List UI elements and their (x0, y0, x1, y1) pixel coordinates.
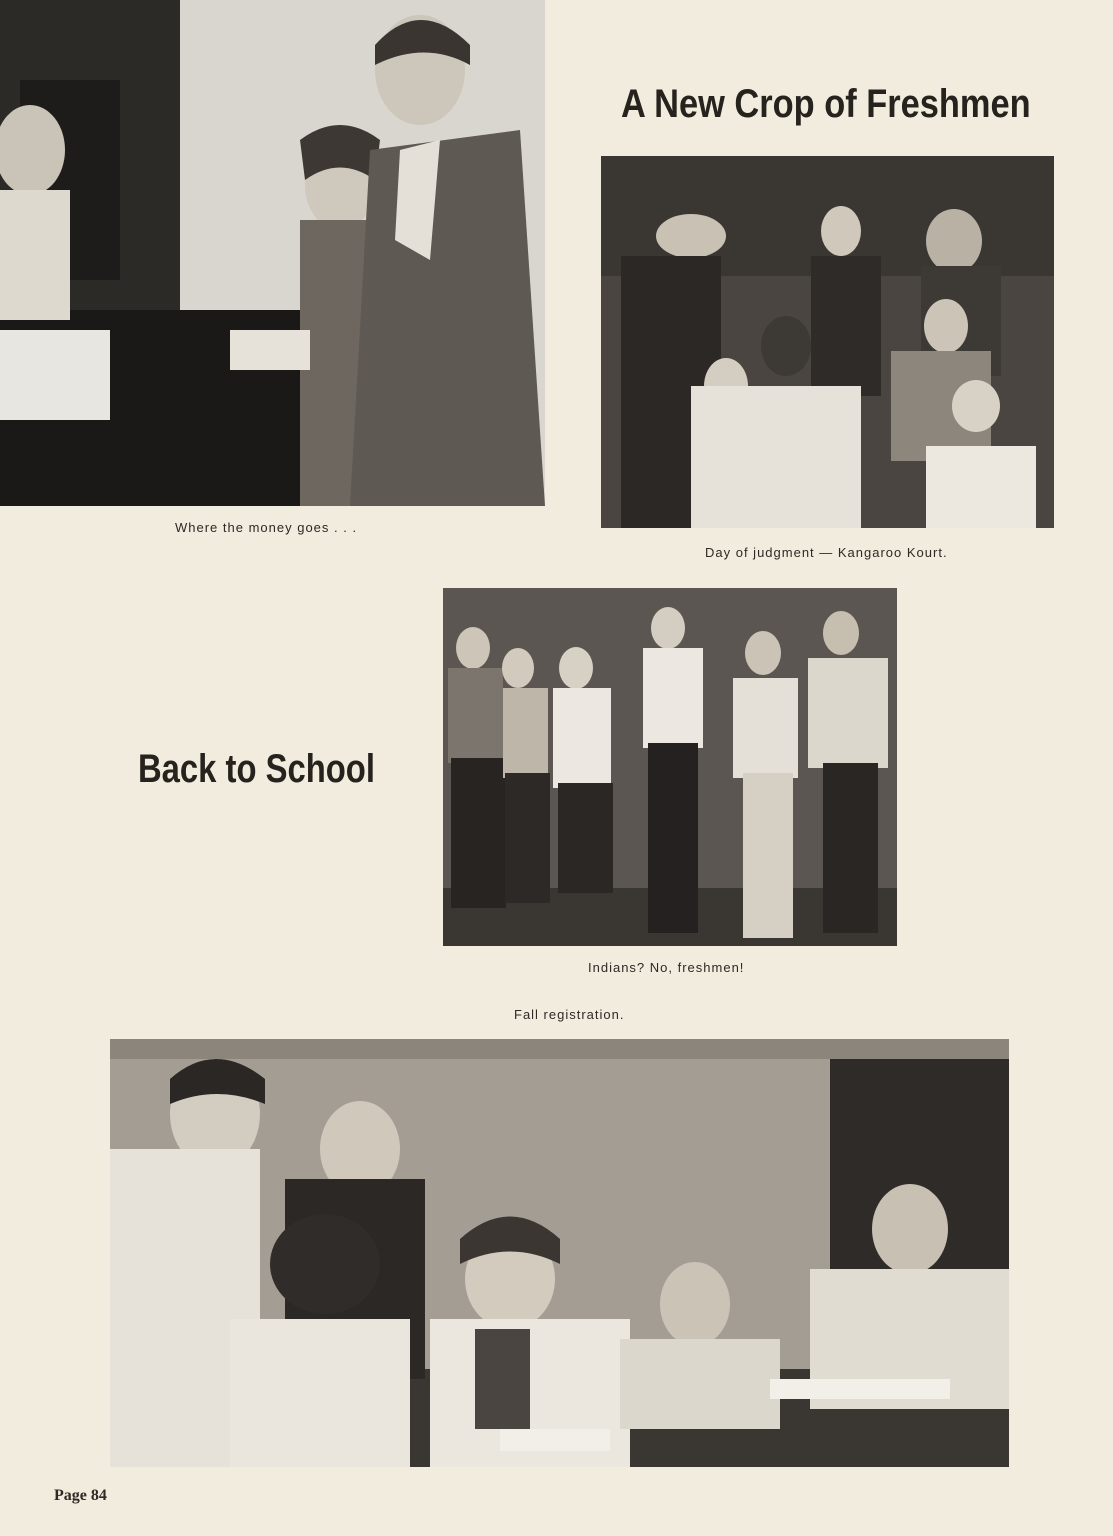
photo-kangaroo-kourt (601, 156, 1054, 528)
headline-back-to-school: Back to School (138, 747, 375, 791)
caption-where-the-money-goes: Where the money goes . . . (175, 520, 358, 535)
page-number: Page 84 (54, 1487, 107, 1504)
photo-fall-registration (110, 1039, 1009, 1467)
caption-indians-no-freshmen: Indians? No, freshmen! (588, 960, 745, 975)
caption-day-of-judgment: Day of judgment — Kangaroo Kourt. (705, 545, 948, 560)
headline-new-crop-of-freshmen: A New Crop of Freshmen (621, 82, 1031, 126)
caption-fall-registration: Fall registration. (514, 1007, 625, 1022)
photo-money-counter (0, 0, 545, 506)
photo-freshmen-lineup (443, 588, 897, 946)
